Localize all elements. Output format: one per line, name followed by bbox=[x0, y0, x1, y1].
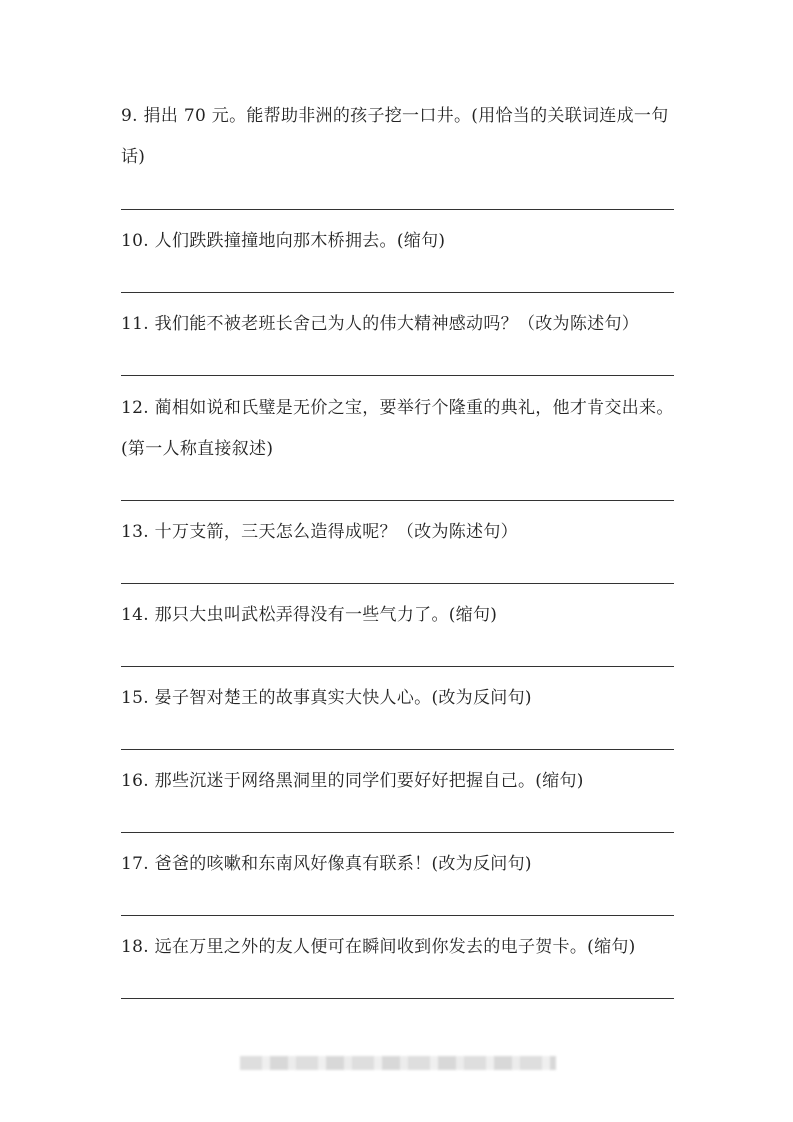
answer-line-9[interactable] bbox=[121, 209, 674, 210]
question-11: 11. 我们能不被老班长舍己为人的伟大精神感动吗？（改为陈述句） bbox=[121, 314, 640, 334]
question-10: 10. 人们跌跌撞撞地向那木桥拥去。(缩句) bbox=[121, 231, 446, 251]
question-13: 13. 十万支箭，三天怎么造得成呢？（改为陈述句） bbox=[121, 522, 518, 542]
answer-line-14[interactable] bbox=[121, 666, 674, 667]
question-14: 14. 那只大虫叫武松弄得没有一些气力了。(缩句) bbox=[121, 605, 498, 625]
question-17: 17. 爸爸的咳嗽和东南风好像真有联系！(改为反问句) bbox=[121, 854, 532, 874]
answer-line-11[interactable] bbox=[121, 375, 674, 376]
answer-line-13[interactable] bbox=[121, 583, 674, 584]
answer-line-16[interactable] bbox=[121, 832, 674, 833]
question-15: 15. 晏子智对楚王的故事真实大快人心。(改为反问句) bbox=[121, 688, 532, 708]
blurred-footer-watermark bbox=[240, 1056, 556, 1070]
answer-line-17[interactable] bbox=[121, 915, 674, 916]
answer-line-10[interactable] bbox=[121, 292, 674, 293]
question-18: 18. 远在万里之外的友人便可在瞬间收到你发去的电子贺卡。(缩句) bbox=[121, 937, 636, 957]
answer-line-18[interactable] bbox=[121, 998, 674, 999]
answer-line-12[interactable] bbox=[121, 500, 674, 501]
question-12: 12. 蔺相如说和氏璧是无价之宝，要举行个隆重的典礼，他才肯交出来。(第一人称直接叙述) bbox=[121, 398, 674, 459]
question-16: 16. 那些沉迷于网络黑洞里的同学们要好好把握自己。(缩句) bbox=[121, 771, 584, 791]
question-9: 9. 捐出 70 元。能帮助非洲的孩子挖一口井。(用恰当的关联词连成一句话) bbox=[121, 106, 669, 167]
answer-line-15[interactable] bbox=[121, 749, 674, 750]
